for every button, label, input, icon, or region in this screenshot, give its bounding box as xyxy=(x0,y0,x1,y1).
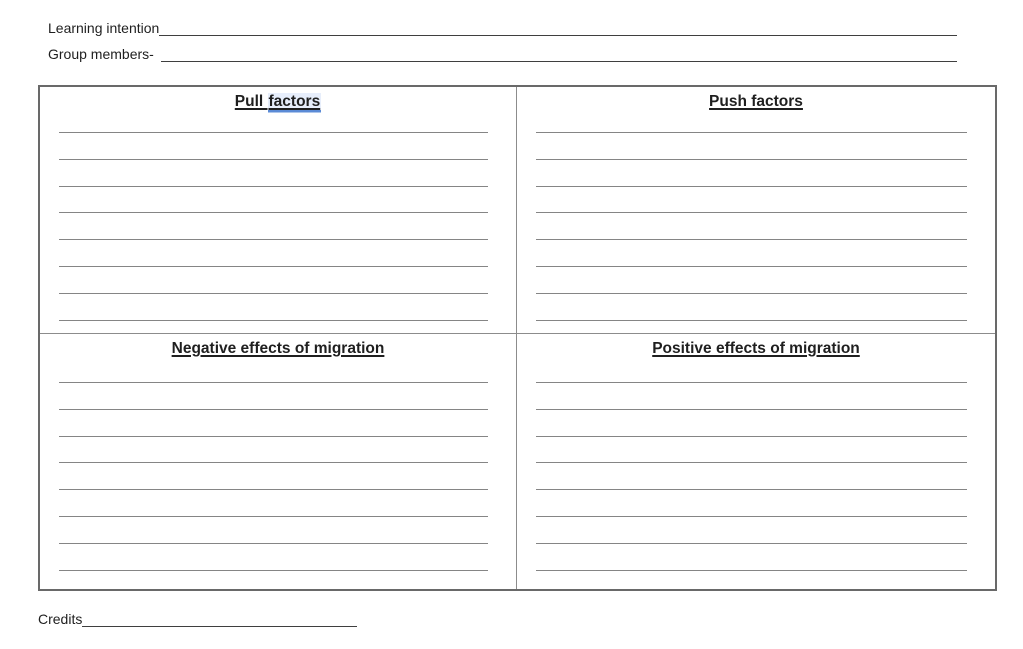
group-members-field xyxy=(48,46,957,62)
push-factors-writing-lines xyxy=(536,106,967,320)
writing-line[interactable] xyxy=(59,490,488,517)
writing-line[interactable] xyxy=(59,213,488,240)
positive-effects-writing-lines xyxy=(536,356,967,570)
writing-line[interactable] xyxy=(59,517,488,544)
writing-line[interactable] xyxy=(59,240,488,267)
writing-line[interactable] xyxy=(59,133,488,160)
writing-line[interactable] xyxy=(59,544,488,571)
writing-line[interactable] xyxy=(59,267,488,294)
writing-line[interactable] xyxy=(59,356,488,383)
writing-line[interactable] xyxy=(536,410,967,437)
negative-effects-writing-lines xyxy=(59,356,488,570)
learning-intention-blank[interactable] xyxy=(159,19,957,36)
writing-line[interactable] xyxy=(536,160,967,187)
writing-line[interactable] xyxy=(59,294,488,321)
writing-line[interactable] xyxy=(536,294,967,321)
writing-line[interactable] xyxy=(536,213,967,240)
credits-label: Credits xyxy=(38,611,83,627)
pull-factors-title-text: Pull xyxy=(234,93,268,110)
writing-line[interactable] xyxy=(536,490,967,517)
writing-line[interactable] xyxy=(536,187,967,214)
learning-intention-label: Learning intention xyxy=(48,20,160,36)
writing-line[interactable] xyxy=(536,267,967,294)
group-members-blank[interactable] xyxy=(161,45,957,62)
writing-line[interactable] xyxy=(59,106,488,133)
credits-blank[interactable] xyxy=(82,610,357,627)
credits-field xyxy=(38,611,357,627)
learning-intention-field xyxy=(48,20,957,36)
positive-effects-title: Positive effects of migration xyxy=(652,340,860,357)
writing-line[interactable] xyxy=(536,133,967,160)
grammar-mark: factors xyxy=(268,93,321,110)
writing-line[interactable] xyxy=(536,356,967,383)
writing-line[interactable] xyxy=(59,410,488,437)
writing-line[interactable] xyxy=(536,383,967,410)
writing-line[interactable] xyxy=(59,160,488,187)
pull-factors-writing-lines xyxy=(59,106,488,320)
writing-line[interactable] xyxy=(536,437,967,464)
writing-line[interactable] xyxy=(59,383,488,410)
quadrant-positive-effects xyxy=(517,334,995,589)
worksheet-table xyxy=(38,85,997,591)
writing-line[interactable] xyxy=(59,187,488,214)
quadrant-pull-factors xyxy=(40,87,517,334)
group-members-label: Group members- xyxy=(48,46,154,62)
quadrant-push-factors xyxy=(517,87,995,334)
quadrant-negative-effects xyxy=(40,334,517,589)
writing-line[interactable] xyxy=(536,240,967,267)
writing-line[interactable] xyxy=(536,544,967,571)
writing-line[interactable] xyxy=(59,463,488,490)
writing-line[interactable] xyxy=(536,463,967,490)
negative-effects-title: Negative effects of migration xyxy=(171,340,385,357)
writing-line[interactable] xyxy=(59,437,488,464)
writing-line[interactable] xyxy=(536,106,967,133)
writing-line[interactable] xyxy=(536,517,967,544)
push-factors-title: Push factors xyxy=(709,93,803,110)
